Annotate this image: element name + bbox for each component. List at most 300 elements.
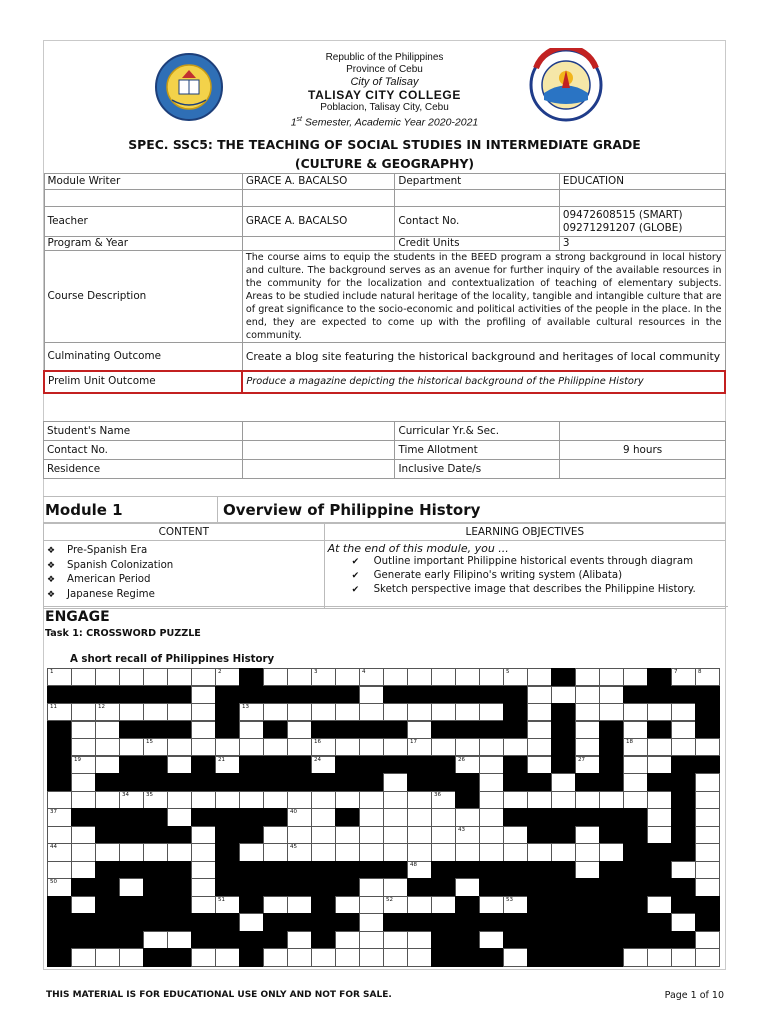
program-value: [242, 237, 395, 251]
crossword-cell[interactable]: [95, 756, 120, 774]
crossword-cell[interactable]: [575, 791, 600, 809]
student-name-label: Student's Name: [44, 422, 243, 441]
crossword-cell[interactable]: [407, 721, 432, 739]
crossword-block: [47, 686, 72, 704]
crossword-cell[interactable]: [431, 668, 456, 686]
crossword-cell[interactable]: [359, 931, 384, 949]
crossword-cell[interactable]: [623, 668, 648, 686]
crossword-block: [503, 808, 528, 826]
crossword-cell[interactable]: [71, 668, 96, 686]
crossword-cell[interactable]: [287, 721, 312, 739]
crossword-cell[interactable]: [263, 703, 288, 721]
crossword-cell[interactable]: [47, 843, 72, 861]
crossword-cell[interactable]: [215, 896, 240, 914]
crossword-cell[interactable]: [263, 948, 288, 966]
crossword-cell[interactable]: [527, 791, 552, 809]
credit-label: Credit Units: [395, 237, 560, 251]
crossword-cell[interactable]: [311, 756, 336, 774]
crossword-cell[interactable]: [47, 703, 72, 721]
crossword-cell[interactable]: [647, 948, 672, 966]
crossword-cell[interactable]: [71, 791, 96, 809]
crossword-block: [263, 808, 288, 826]
clue-number: 45: [290, 844, 297, 851]
crossword-cell[interactable]: [95, 948, 120, 966]
inclusive-dates-field[interactable]: [560, 460, 726, 479]
crossword-cell[interactable]: [455, 808, 480, 826]
crossword-block: [143, 896, 168, 914]
crossword-block: [599, 721, 624, 739]
crossword-cell[interactable]: [335, 703, 360, 721]
crossword-cell[interactable]: [383, 878, 408, 896]
crossword-block: [47, 913, 72, 931]
crossword-cell[interactable]: [359, 703, 384, 721]
crossword-cell[interactable]: [191, 843, 216, 861]
crossword-cell[interactable]: [71, 773, 96, 791]
crossword-cell[interactable]: [407, 738, 432, 756]
crossword-cell[interactable]: [503, 738, 528, 756]
crossword-cell[interactable]: [695, 931, 720, 949]
crossword-cell[interactable]: [239, 843, 264, 861]
crossword-cell[interactable]: [455, 756, 480, 774]
crossword-cell[interactable]: [191, 738, 216, 756]
crossword-cell[interactable]: [287, 931, 312, 949]
crossword-cell[interactable]: [431, 738, 456, 756]
crossword-cell[interactable]: [311, 826, 336, 844]
clue-number: 11: [50, 704, 57, 711]
crossword-cell[interactable]: [431, 826, 456, 844]
crossword-cell[interactable]: [287, 896, 312, 914]
crossword-cell[interactable]: [575, 721, 600, 739]
crossword-block: [119, 721, 144, 739]
crossword-cell[interactable]: [527, 668, 552, 686]
crossword-cell[interactable]: [263, 896, 288, 914]
crossword-cell[interactable]: [479, 738, 504, 756]
crossword-cell[interactable]: [143, 931, 168, 949]
crossword-cell[interactable]: [47, 808, 72, 826]
crossword-cell[interactable]: [695, 738, 720, 756]
crossword-cell[interactable]: [191, 721, 216, 739]
crossword-cell[interactable]: [191, 948, 216, 966]
crossword-cell[interactable]: [623, 738, 648, 756]
clue-number: 52: [386, 896, 393, 903]
crossword-cell[interactable]: [71, 738, 96, 756]
crossword-block: [623, 686, 648, 704]
crossword-cell[interactable]: [479, 668, 504, 686]
crossword-cell[interactable]: [191, 703, 216, 721]
crossword-cell[interactable]: [287, 948, 312, 966]
crossword-cell[interactable]: [623, 721, 648, 739]
crossword-block: [527, 861, 552, 879]
crossword-block: [551, 861, 576, 879]
crossword-cell[interactable]: [479, 826, 504, 844]
crossword-block: [623, 843, 648, 861]
crossword-cell[interactable]: [311, 948, 336, 966]
crossword-cell[interactable]: [383, 931, 408, 949]
crossword-cell[interactable]: [191, 896, 216, 914]
crossword-cell[interactable]: [71, 948, 96, 966]
crossword-cell[interactable]: [383, 826, 408, 844]
crossword-cell[interactable]: [479, 896, 504, 914]
crossword-block: [647, 668, 672, 686]
crossword-cell[interactable]: [431, 703, 456, 721]
crossword-cell[interactable]: [311, 843, 336, 861]
crossword-cell[interactable]: [455, 738, 480, 756]
crossword-cell[interactable]: [71, 756, 96, 774]
crossword-cell[interactable]: [479, 931, 504, 949]
crossword-cell[interactable]: [407, 791, 432, 809]
crossword-cell[interactable]: [431, 896, 456, 914]
crossword-cell[interactable]: [695, 668, 720, 686]
crossword-cell[interactable]: [431, 808, 456, 826]
crossword-cell[interactable]: [671, 948, 696, 966]
teacher-value: GRACE A. BACALSO: [242, 207, 395, 237]
crossword-cell[interactable]: [479, 843, 504, 861]
crossword-cell[interactable]: [647, 703, 672, 721]
crossword-cell[interactable]: [383, 703, 408, 721]
crossword-cell[interactable]: [359, 686, 384, 704]
clue-number: 35: [146, 791, 153, 798]
crossword-cell[interactable]: [167, 756, 192, 774]
crossword-cell[interactable]: [167, 703, 192, 721]
crossword-cell[interactable]: [623, 756, 648, 774]
crossword-cell[interactable]: [359, 668, 384, 686]
crossword-cell[interactable]: [695, 808, 720, 826]
crossword-cell[interactable]: [239, 703, 264, 721]
crossword-cell[interactable]: [119, 668, 144, 686]
crossword-cell[interactable]: [167, 738, 192, 756]
crossword-cell[interactable]: [335, 791, 360, 809]
crossword-cell[interactable]: [647, 738, 672, 756]
crossword-cell[interactable]: [407, 668, 432, 686]
crossword-cell[interactable]: [143, 738, 168, 756]
crossword-cell[interactable]: [359, 843, 384, 861]
crossword-cell[interactable]: [167, 791, 192, 809]
crossword-cell[interactable]: [671, 668, 696, 686]
crossword-cell[interactable]: [95, 721, 120, 739]
crossword-cell[interactable]: [47, 791, 72, 809]
crossword-cell[interactable]: [71, 826, 96, 844]
crossword-cell[interactable]: [695, 791, 720, 809]
student-info-table: [43, 421, 726, 479]
crossword-cell[interactable]: [695, 878, 720, 896]
crossword-cell[interactable]: [647, 791, 672, 809]
crossword-cell[interactable]: [479, 756, 504, 774]
crossword-cell[interactable]: [95, 668, 120, 686]
crossword-cell[interactable]: [575, 738, 600, 756]
crossword-cell[interactable]: [503, 826, 528, 844]
crossword-cell[interactable]: [647, 826, 672, 844]
crossword-cell[interactable]: [695, 843, 720, 861]
crossword-cell[interactable]: [623, 703, 648, 721]
crossword-cell[interactable]: [599, 668, 624, 686]
crossword-cell[interactable]: [359, 878, 384, 896]
crossword-cell[interactable]: [215, 948, 240, 966]
crossword-cell[interactable]: [671, 703, 696, 721]
crossword-cell[interactable]: [503, 843, 528, 861]
crossword-cell[interactable]: [575, 826, 600, 844]
crossword-cell[interactable]: [527, 703, 552, 721]
crossword-block: [335, 861, 360, 879]
crossword-cell[interactable]: [119, 738, 144, 756]
crossword-cell[interactable]: [71, 703, 96, 721]
crossword-cell[interactable]: [647, 756, 672, 774]
crossword-cell[interactable]: [407, 861, 432, 879]
crossword-cell[interactable]: [527, 738, 552, 756]
crossword-block: [311, 931, 336, 949]
crossword-cell[interactable]: [335, 738, 360, 756]
crossword-cell[interactable]: [287, 703, 312, 721]
student-name-field[interactable]: [242, 422, 395, 441]
crossword-cell[interactable]: [407, 948, 432, 966]
crossword-cell[interactable]: [575, 668, 600, 686]
crossword-cell[interactable]: [623, 948, 648, 966]
crossword-cell[interactable]: [335, 948, 360, 966]
crossword-cell[interactable]: [407, 826, 432, 844]
crossword-block: [527, 948, 552, 966]
crossword-cell[interactable]: [527, 756, 552, 774]
crossword-cell[interactable]: [311, 738, 336, 756]
crossword-cell[interactable]: [647, 808, 672, 826]
crossword-cell[interactable]: [431, 791, 456, 809]
crossword-cell[interactable]: [287, 668, 312, 686]
crossword-cell[interactable]: [695, 948, 720, 966]
crossword-cell[interactable]: [575, 861, 600, 879]
crossword-cell[interactable]: [167, 808, 192, 826]
crossword-cell[interactable]: [71, 861, 96, 879]
crossword-cell[interactable]: [71, 896, 96, 914]
crossword-cell[interactable]: [167, 931, 192, 949]
crossword-cell[interactable]: [263, 826, 288, 844]
crossword-cell[interactable]: [575, 686, 600, 704]
crossword-cell[interactable]: [287, 738, 312, 756]
crossword-cell[interactable]: [311, 791, 336, 809]
crossword-cell[interactable]: [311, 808, 336, 826]
crossword-cell[interactable]: [383, 791, 408, 809]
crossword-cell[interactable]: [671, 738, 696, 756]
crossword-cell[interactable]: [263, 738, 288, 756]
crossword-cell[interactable]: [71, 843, 96, 861]
crossword-cell[interactable]: [239, 738, 264, 756]
crossword-cell[interactable]: [359, 808, 384, 826]
crossword-cell[interactable]: [503, 791, 528, 809]
crossword-block: [599, 773, 624, 791]
crossword-cell[interactable]: [359, 896, 384, 914]
crossword-cell[interactable]: [215, 668, 240, 686]
crossword-cell[interactable]: [167, 668, 192, 686]
crossword-block: [335, 686, 360, 704]
crossword-cell[interactable]: [527, 721, 552, 739]
crossword-cell[interactable]: [191, 686, 216, 704]
clue-number: 36: [434, 791, 441, 798]
crossword-cell[interactable]: [215, 738, 240, 756]
crossword-cell[interactable]: [143, 703, 168, 721]
crossword-cell[interactable]: [575, 703, 600, 721]
crossword-cell[interactable]: [119, 703, 144, 721]
crossword-cell[interactable]: [383, 738, 408, 756]
crossword-cell[interactable]: [263, 843, 288, 861]
crossword-cell[interactable]: [503, 948, 528, 966]
crossword-cell[interactable]: [455, 843, 480, 861]
crossword-cell[interactable]: [47, 861, 72, 879]
crossword-cell[interactable]: [623, 773, 648, 791]
crossword-cell[interactable]: [527, 843, 552, 861]
crossword-cell[interactable]: [359, 791, 384, 809]
prelim-outcome-label: Prelim Unit Outcome: [44, 371, 242, 393]
crossword-block: [215, 843, 240, 861]
crossword-cell[interactable]: [143, 668, 168, 686]
crossword-cell[interactable]: [47, 826, 72, 844]
crossword-cell[interactable]: [239, 721, 264, 739]
crossword-cell[interactable]: [359, 826, 384, 844]
crossword-cell[interactable]: [311, 703, 336, 721]
crossword-block: [503, 703, 528, 721]
crossword-block: [383, 686, 408, 704]
crossword-cell[interactable]: [335, 668, 360, 686]
crossword-cell[interactable]: [191, 668, 216, 686]
crossword-block: [47, 948, 72, 966]
crossword-block: [167, 826, 192, 844]
crossword-cell[interactable]: [359, 948, 384, 966]
crossword-cell[interactable]: [599, 791, 624, 809]
crossword-cell[interactable]: [407, 808, 432, 826]
crossword-cell[interactable]: [407, 896, 432, 914]
crossword-block: [71, 808, 96, 826]
course-description: The course aims to equip the students in the BEED program a strong background in local history and culture. The background serves as an avenue for further inquiry of the available resources in the community for the localization and contextualization of teaching of elementary subjects. Areas to be studied include natural heritage of the locality, tangible and intangible culture that are of great significance to the socio-economic and political activities of the people in the place. In the end, they are expected to come up with the profiling of available cultural resources in the community.: [242, 251, 725, 343]
crossword-cell[interactable]: [335, 896, 360, 914]
crossword-cell[interactable]: [575, 843, 600, 861]
crossword-block: [119, 686, 144, 704]
crossword-cell[interactable]: [263, 791, 288, 809]
crossword-block: [335, 721, 360, 739]
crossword-cell[interactable]: [383, 843, 408, 861]
student-contact-field[interactable]: [242, 441, 395, 460]
crossword-cell[interactable]: [479, 791, 504, 809]
crossword-cell[interactable]: [95, 703, 120, 721]
crossword-cell[interactable]: [695, 773, 720, 791]
crossword-cell[interactable]: [383, 896, 408, 914]
crossword-cell[interactable]: [551, 686, 576, 704]
crossword-cell[interactable]: [119, 878, 144, 896]
crossword-block: [311, 773, 336, 791]
crossword-cell[interactable]: [143, 791, 168, 809]
crossword-cell[interactable]: [623, 791, 648, 809]
crossword-cell[interactable]: [191, 878, 216, 896]
crossword-cell[interactable]: [455, 826, 480, 844]
crossword-cell[interactable]: [359, 738, 384, 756]
crossword-cell[interactable]: [671, 861, 696, 879]
crossword-cell[interactable]: [95, 791, 120, 809]
crossword-cell[interactable]: [551, 791, 576, 809]
crossword-cell[interactable]: [215, 756, 240, 774]
crossword-cell[interactable]: [119, 843, 144, 861]
crossword-block: [431, 913, 456, 931]
crossword-cell[interactable]: [311, 668, 336, 686]
crossword-cell[interactable]: [143, 843, 168, 861]
list-item: ❖ Japanese Regime: [67, 588, 323, 603]
crossword-cell[interactable]: [503, 896, 528, 914]
crossword-cell[interactable]: [647, 896, 672, 914]
crossword-cell[interactable]: [479, 703, 504, 721]
residence-field[interactable]: [242, 460, 395, 479]
crossword-cell[interactable]: [359, 913, 384, 931]
crossword-block: [623, 878, 648, 896]
crossword-cell[interactable]: [383, 948, 408, 966]
crossword-cell[interactable]: [191, 826, 216, 844]
crossword-cell[interactable]: [191, 791, 216, 809]
crossword-block: [431, 721, 456, 739]
crossword-cell[interactable]: [503, 668, 528, 686]
crossword-cell[interactable]: [407, 931, 432, 949]
crossword-cell[interactable]: [215, 791, 240, 809]
crossword-cell[interactable]: [287, 791, 312, 809]
crossword-cell[interactable]: [671, 913, 696, 931]
crossword-block: [431, 878, 456, 896]
crossword-cell[interactable]: [335, 931, 360, 949]
module-writer-label: Module Writer: [44, 174, 242, 190]
crossword-cell[interactable]: [95, 738, 120, 756]
crossword-cell[interactable]: [119, 948, 144, 966]
crossword-cell[interactable]: [575, 756, 600, 774]
crossword-block: [551, 931, 576, 949]
crossword-block: [311, 861, 336, 879]
crossword-cell[interactable]: [431, 843, 456, 861]
crossword-cell[interactable]: [551, 843, 576, 861]
curricular-field[interactable]: [560, 422, 726, 441]
crossword-cell[interactable]: [263, 668, 288, 686]
crossword-cell[interactable]: [671, 721, 696, 739]
crossword-cell[interactable]: [119, 791, 144, 809]
crossword-cell[interactable]: [287, 808, 312, 826]
crossword-cell[interactable]: [383, 808, 408, 826]
crossword-cell[interactable]: [527, 686, 552, 704]
crossword-cell[interactable]: [695, 826, 720, 844]
clue-number: 34: [122, 791, 129, 798]
crossword-block: [359, 756, 384, 774]
crossword-cell[interactable]: [599, 686, 624, 704]
crossword-cell[interactable]: [287, 826, 312, 844]
crossword-cell[interactable]: [407, 843, 432, 861]
crossword-cell[interactable]: [335, 843, 360, 861]
crossword-cell[interactable]: [383, 668, 408, 686]
crossword-cell[interactable]: [551, 773, 576, 791]
crossword-cell[interactable]: [479, 808, 504, 826]
crossword-cell[interactable]: [47, 878, 72, 896]
crossword-block: [95, 826, 120, 844]
crossword-cell[interactable]: [47, 668, 72, 686]
crossword-cell[interactable]: [455, 668, 480, 686]
crossword-cell[interactable]: [599, 703, 624, 721]
crossword-cell[interactable]: [191, 861, 216, 879]
crossword-cell[interactable]: [407, 703, 432, 721]
crossword-cell[interactable]: [335, 826, 360, 844]
crossword-cell[interactable]: [71, 721, 96, 739]
crossword-cell[interactable]: [599, 843, 624, 861]
crossword-cell[interactable]: [287, 843, 312, 861]
crossword-block: [215, 686, 240, 704]
crossword-block: [239, 948, 264, 966]
crossword-cell[interactable]: [695, 861, 720, 879]
crossword-cell[interactable]: [95, 843, 120, 861]
crossword-cell[interactable]: [239, 791, 264, 809]
crossword-block: [287, 686, 312, 704]
crossword-cell[interactable]: [167, 843, 192, 861]
clue-number: 8: [698, 669, 702, 675]
crossword-cell[interactable]: [455, 703, 480, 721]
crossword-cell[interactable]: [479, 773, 504, 791]
crossword-cell[interactable]: [455, 878, 480, 896]
crossword-cell[interactable]: [239, 913, 264, 931]
crossword-cell[interactable]: [383, 773, 408, 791]
